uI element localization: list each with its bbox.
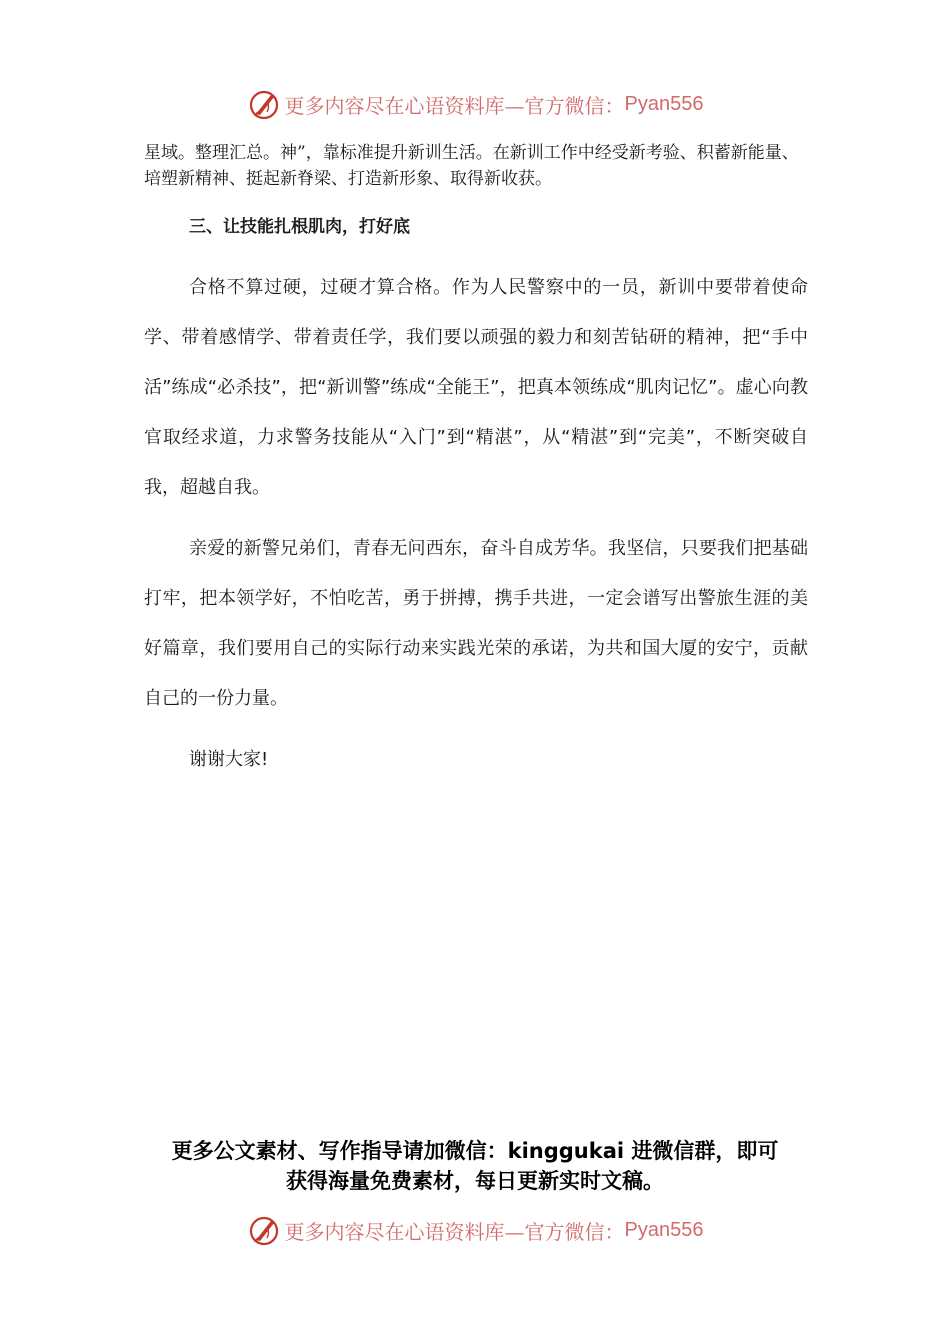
body-paragraph-2: 亲爱的新警兄弟们，青春无问西东，奋斗自成芳华。我坚信，只要我们把基础打牢，把本领学好，不怕吃苦，勇于拼搏，携手共进，一定会谱写出警旅生涯的美好篇章，我们要用自己的实际行动来实践光荣的承诺，为共和国大厦的安宁，贡献自己的一份力量。 [144, 538, 808, 709]
footer-promo-line-1: 更多公文素材、写作指导请加微信：kinggukai 进微信群，即可 [171, 1139, 779, 1163]
body-paragraph-1: 合格不算过硬，过硬才算合格。作为人民警察中的一员，新训中要带着使命学、带着感情学、带着责任学，我们要以顽强的毅力和刻苦钻研的精神，把“手中活”练成“必杀技”，把“新训警”练成“全能王”，把真本领练成“肌肉记忆”。虚心向教官取经求道，力求警务技能从“入门”到“精湛”，从“精湛”到“完美”，不断突破自我，超越自我。 [144, 277, 808, 498]
intro-paragraph: 星域。整理汇总。神”，靠标准提升新训生活。在新训工作中经受新考验、积蓄新能量、培塑新精神、挺起新脊梁、打造新形象、取得新收获。 [144, 143, 799, 189]
footer-banner-wechat-id: Pyan556 [624, 1218, 704, 1241]
header-banner-text: 更多内容尽在心语资料库—官方微信： [284, 93, 625, 118]
section-heading: 三、让技能扎根肌肉，打好底 [189, 217, 410, 237]
closing-line: 谢谢大家! [189, 749, 269, 770]
quill-pen-logo-icon [247, 87, 281, 121]
quill-pen-logo-icon [247, 1213, 281, 1247]
header-watermark-banner [0, 84, 950, 124]
header-banner-wechat-id: Pyan556 [624, 92, 704, 115]
footer-watermark-banner [0, 1210, 950, 1250]
footer-banner-text: 更多内容尽在心语资料库—官方微信： [284, 1219, 625, 1244]
footer-promo-line-2: 获得海量免费素材，每日更新实时文稿。 [286, 1169, 664, 1193]
footer-promo-note [0, 1136, 950, 1196]
